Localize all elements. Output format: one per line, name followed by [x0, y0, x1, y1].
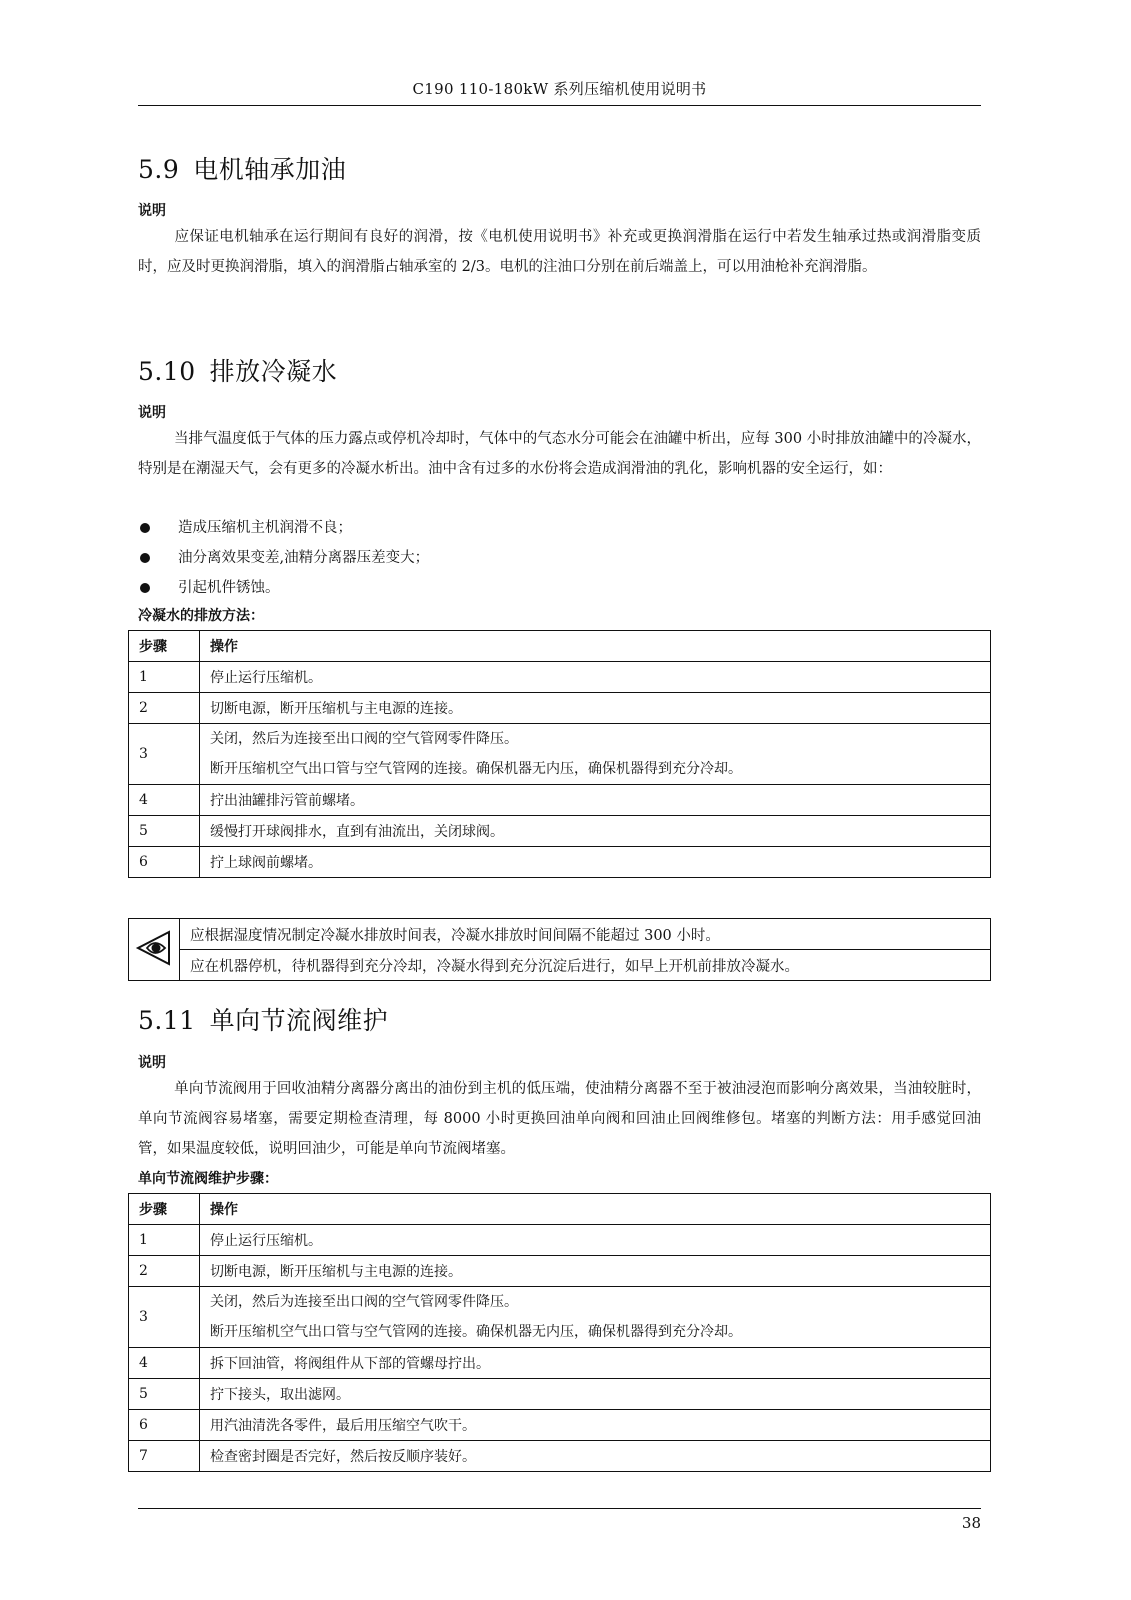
page-number: 38 — [961, 1514, 981, 1532]
paragraph-text: 当排气温度低于气体的压力露点或停机冷却时，气体中的气态水分可能会在油罐中析出，应每 300 小时排放油罐中的冷凝水，特别是在潮湿天气，会有更多的冷凝水析出。油中含有过多的水份将会造成润滑油的乳化，影响机器的安全运行，如： — [138, 431, 981, 477]
table-row — [129, 1225, 991, 1256]
caution-note-box — [128, 918, 991, 981]
section-5-11-heading — [138, 1001, 388, 1037]
table-row — [129, 662, 991, 693]
list-item: 引起机件锈蚀。 — [138, 573, 981, 603]
step-number: 1 — [129, 1225, 200, 1256]
column-header-operation: 操作 — [200, 631, 991, 662]
drain-steps-table — [128, 630, 991, 878]
step-number: 7 — [129, 1441, 200, 1472]
note-line: 应根据湿度情况制定冷凝水排放时间表，冷凝水排放时间间隔不能超过 300 小时。 — [180, 919, 991, 950]
step-number: 2 — [129, 1256, 200, 1287]
step-number: 4 — [129, 785, 200, 816]
table-row — [129, 1348, 991, 1379]
step-number: 6 — [129, 1410, 200, 1441]
step-number: 2 — [129, 693, 200, 724]
section-number: 5.10 — [138, 357, 196, 386]
section-title: 电机轴承加油 — [193, 155, 347, 184]
step-operation: 关闭，然后为连接至出口阀的空气管网零件降压。 断开压缩机空气出口管与空气管网的连接。确保机器无内压，确保机器得到充分冷却。 — [200, 1287, 991, 1348]
table-row — [129, 785, 991, 816]
table-header-row — [129, 1194, 991, 1225]
table-row — [129, 1379, 991, 1410]
step-operation: 缓慢打开球阀排水，直到有油流出，关闭球阀。 — [200, 816, 991, 847]
step-operation: 切断电源，断开压缩机与主电源的连接。 — [200, 693, 991, 724]
step-number: 3 — [129, 724, 200, 785]
section-5-9-paragraph — [138, 222, 981, 282]
footer-rule — [138, 1508, 981, 1509]
step-operation: 切断电源，断开压缩机与主电源的连接。 — [200, 1256, 991, 1287]
section-5-10-paragraph — [138, 424, 981, 484]
list-item: 造成压缩机主机润滑不良； — [138, 513, 981, 543]
step-operation: 拧出油罐排污管前螺堵。 — [200, 785, 991, 816]
section-number: 5.11 — [138, 1006, 196, 1035]
step-operation: 关闭，然后为连接至出口阀的空气管网零件降压。 断开压缩机空气出口管与空气管网的连接。确保机器无内压，确保机器得到充分冷却。 — [200, 724, 991, 785]
impact-bullet-list — [138, 513, 981, 603]
header-rule — [138, 105, 981, 106]
table-row — [129, 693, 991, 724]
section-5-11-paragraph — [138, 1074, 981, 1164]
paragraph-text: 单向节流阀用于回收油精分离器分离出的油份到主机的低压端，使油精分离器不至于被油浸泡而影响分离效果，当油较脏时，单向节流阀容易堵塞，需要定期检查清理，每 8000 小时更换回油单向阀和回油止回阀维修包。堵塞的判断方法：用手感觉回油管，如果温度较低，说明回油少，可能是单向节流阀堵塞。 — [138, 1081, 981, 1157]
table-row — [129, 847, 991, 878]
step-number: 1 — [129, 662, 200, 693]
table-row — [129, 816, 991, 847]
note-line: 应在机器停机，待机器得到充分冷却，冷凝水得到充分沉淀后进行，如早上开机前排放冷凝水。 — [180, 950, 991, 981]
eye-warning-icon — [133, 956, 175, 972]
table-row — [129, 1441, 991, 1472]
step-number: 5 — [129, 1379, 200, 1410]
step-operation: 拆下回油管，将阀组件从下部的管螺母拧出。 — [200, 1348, 991, 1379]
step-number: 3 — [129, 1287, 200, 1348]
note-row — [129, 919, 991, 950]
section-5-10-heading — [138, 352, 337, 388]
section-5-9-label: 说明 — [138, 203, 166, 219]
column-header-step: 步骤 — [129, 1194, 200, 1225]
drain-method-label: 冷凝水的排放方法： — [138, 608, 264, 624]
section-5-10-label: 说明 — [138, 405, 166, 421]
step-operation: 检查密封圈是否完好，然后按反顺序装好。 — [200, 1441, 991, 1472]
step-operation: 拧下接头，取出滤网。 — [200, 1379, 991, 1410]
note-icon-cell — [129, 919, 180, 981]
step-number: 4 — [129, 1348, 200, 1379]
section-title: 单向节流阀维护 — [209, 1006, 389, 1035]
section-5-9-heading — [138, 150, 346, 186]
paragraph-text: 应保证电机轴承在运行期间有良好的润滑，按《电机使用说明书》补充或更换润滑脂在运行中若发生轴承过热或润滑脂变质时，应及时更换润滑脂，填入的润滑脂占轴承室的 2/3。电机的注油口分别在前后端盖上，可以用油枪补充润滑脂。 — [138, 229, 981, 275]
column-header-operation: 操作 — [200, 1194, 991, 1225]
section-title: 排放冷凝水 — [209, 357, 338, 386]
valve-steps-table — [128, 1193, 991, 1472]
column-header-step: 步骤 — [129, 631, 200, 662]
running-header: C190 110-180kW 系列压缩机使用说明书 — [412, 80, 707, 98]
step-number: 5 — [129, 816, 200, 847]
table-row — [129, 1410, 991, 1441]
step-operation: 停止运行压缩机。 — [200, 1225, 991, 1256]
bullet-icon — [140, 583, 150, 593]
step-operation: 用汽油清洗各零件，最后用压缩空气吹干。 — [200, 1410, 991, 1441]
table-row — [129, 1256, 991, 1287]
valve-steps-label: 单向节流阀维护步骤： — [138, 1171, 278, 1187]
section-5-11-label: 说明 — [138, 1055, 166, 1071]
bullet-icon — [140, 523, 150, 533]
list-item: 油分离效果变差,油精分离器压差变大； — [138, 543, 981, 573]
step-operation: 拧上球阀前螺堵。 — [200, 847, 991, 878]
table-header-row — [129, 631, 991, 662]
section-number: 5.9 — [138, 155, 180, 184]
bullet-icon — [140, 553, 150, 563]
note-row — [129, 950, 991, 981]
step-number: 6 — [129, 847, 200, 878]
table-row — [129, 724, 991, 785]
table-row — [129, 1287, 991, 1348]
step-operation: 停止运行压缩机。 — [200, 662, 991, 693]
